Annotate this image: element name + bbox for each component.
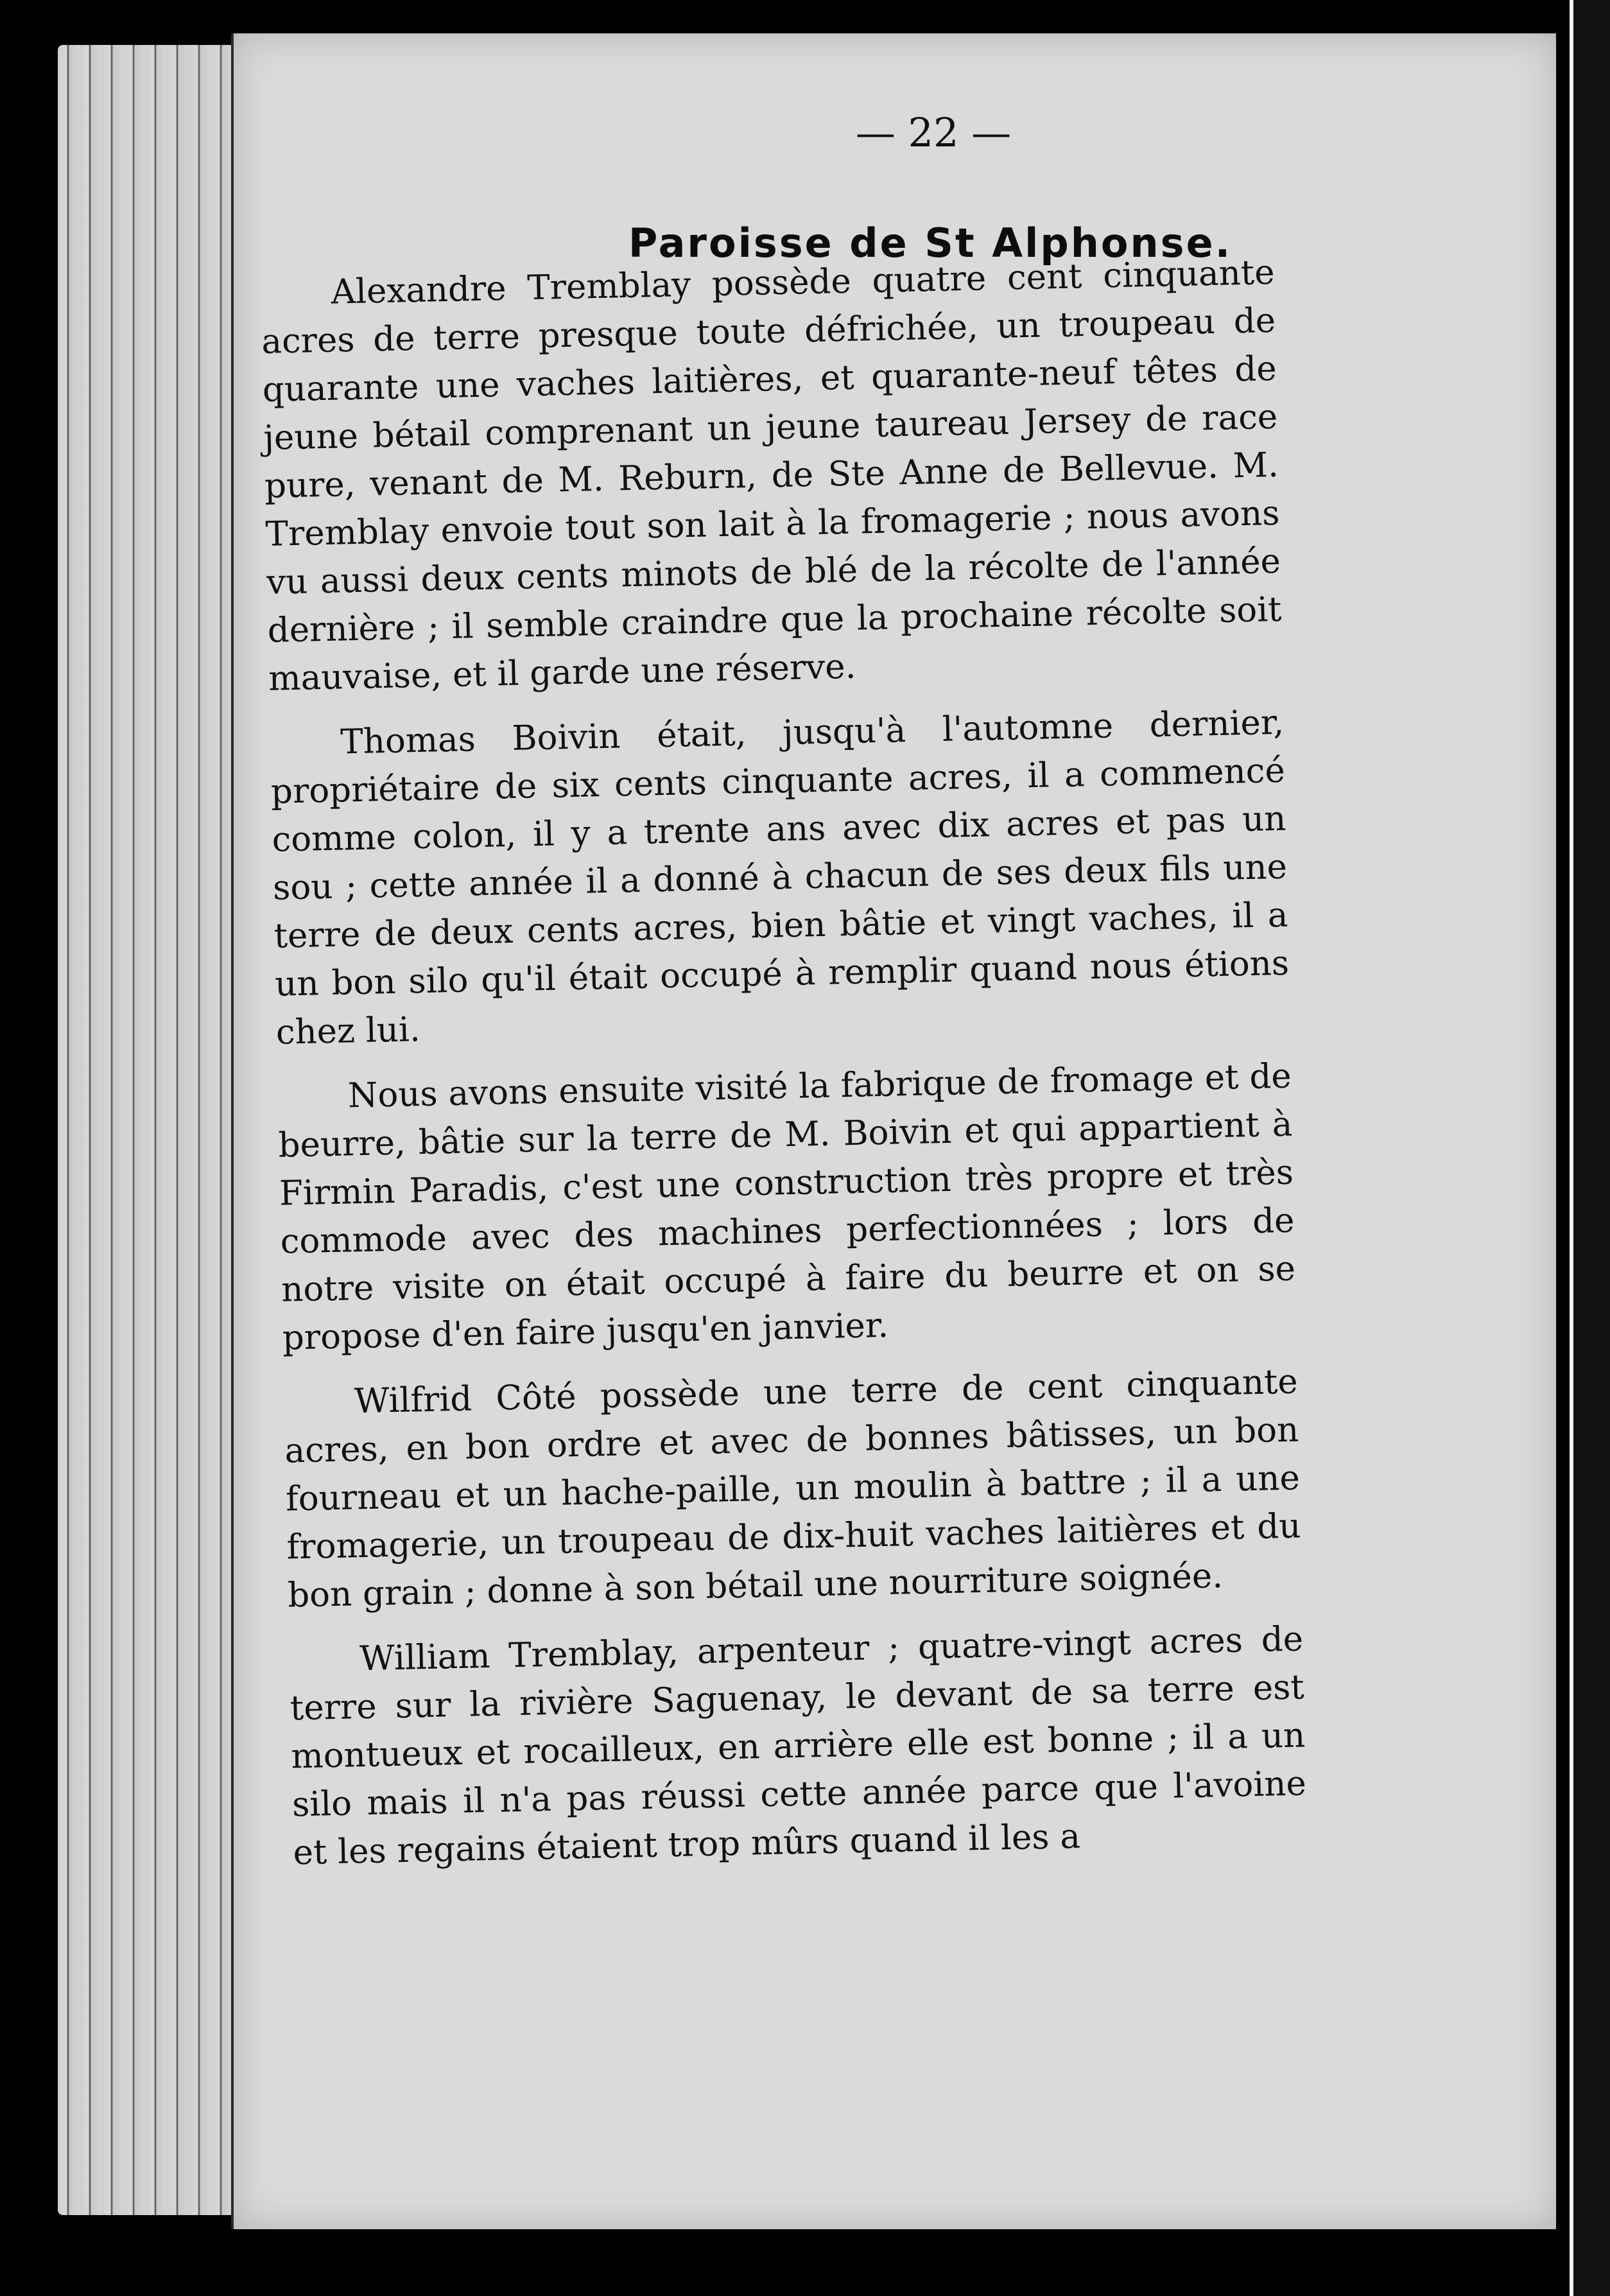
page-title: Paroisse de St Alphonse. xyxy=(628,220,1233,266)
paragraph: Alexandre Tremblay possède quatre cent cinquante acres de terre presque toute défrichée, un troupeau de quarante une vaches laitières, et quarante-neuf têtes de jeune bétail comprenant un jeune taureau Jersey de race pure, venant de M. Reburn, de Ste Anne de Bellevue. M. Tremblay envoie tout son lait à la fromagerie ; nous avons vu aussi deux cents minots de blé de la récolte de l'année dernière ; il semble craindre que la prochaine récolte soit mauvaise, et il garde une réserve. xyxy=(261,252,1283,699)
scanner-border xyxy=(1570,0,1610,2296)
page-body-text xyxy=(260,248,1308,1894)
paragraph: Nous avons ensuite visité la fabrique de fromage et de beurre, bâtie sur la terre de M. Boivin et qui appartient à Firmin Paradis, c'est une construction très propre et très commode avec des machines perfectionnées ; lors de notre visite on était occupé à faire du beurre et on se propose d'en faire jusqu'en janvier. xyxy=(277,1056,1296,1358)
paragraph: William Tremblay, arpenteur ; quatre-vingt acres de terre sur la rivière Saguenay, le devant de sa terre est montueux et rocailleux, en arrière elle est bonne ; il a un silo mais il n'a pas réussi cette année parce que l'avoine et les regains étaient trop mûrs quand il les a xyxy=(290,1619,1307,1873)
page-number: — 22 — xyxy=(855,109,1012,156)
paragraph: Wilfrid Côté possède une terre de cent cinquante acres, en bon ordre et avec de bonnes bâtisses, un bon fourneau et un hache-paille, un moulin à battre ; il a une fromagerie, un troupeau de dix-huit vaches laitières et du bon grain ; donne à son bétail une nourriture soignée. xyxy=(284,1362,1301,1615)
paragraph: Thomas Boivin était, jusqu'à l'automne dernier, propriétaire de six cents cinquante acres, il a commencé comme colon, il y a trente ans avec dix acres et pas un sou ; cette année il a donné à chacun de ses deux fils une terre de deux cents acres, bien bâtie et vingt vaches, il a un bon silo qu'il était occupé à remplir quand nous étions chez lui. xyxy=(270,702,1290,1052)
